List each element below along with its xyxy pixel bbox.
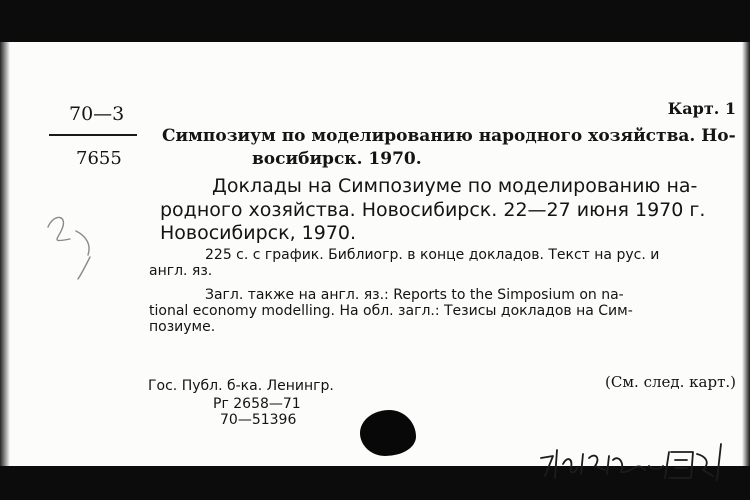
heading-line-1: Симпозиум по моделированию народного хозяйства. Но- — [162, 126, 736, 146]
library-line-3: 70—51396 — [220, 412, 297, 428]
scan-edge-left — [0, 42, 10, 466]
handwritten-mark-bottom — [535, 430, 745, 482]
ink-blot — [360, 410, 416, 456]
note-line-3: Загл. также на англ. яз.: Reports to the Simposium on na- — [205, 287, 624, 303]
title-line-2: родного хозяйства. Новосибирск. 22—27 июня 1970 г. — [160, 199, 706, 221]
pencil-scribble-left — [40, 205, 110, 285]
note-line-2: англ. яз. — [149, 263, 213, 279]
note-line-5: позиуме. — [149, 319, 216, 335]
call-number-divider — [49, 134, 137, 136]
library-line-1: Гос. Публ. б-ка. Ленингр. — [148, 378, 334, 394]
call-number-bottom: 7655 — [76, 148, 122, 169]
library-line-2: Рг 2658—71 — [213, 396, 301, 412]
card-number: Карт. 1 — [667, 99, 736, 118]
scan-border-top — [0, 0, 750, 42]
note-line-4: tional economy modelling. На обл. загл.: Тезисы докладов на Сим- — [149, 303, 633, 319]
call-number-top: 70—3 — [69, 103, 125, 125]
title-line-3: Новосибирск, 1970. — [160, 222, 357, 244]
continued-note: (См. след. карт.) — [605, 373, 736, 391]
title-line-1: Доклады на Симпозиуме по моделированию на- — [212, 175, 698, 197]
note-line-1: 225 с. с график. Библиогр. в конце докладов. Текст на рус. и — [205, 247, 660, 263]
heading-line-2: восибирск. 1970. — [252, 149, 422, 169]
scan-edge-right — [742, 42, 750, 466]
